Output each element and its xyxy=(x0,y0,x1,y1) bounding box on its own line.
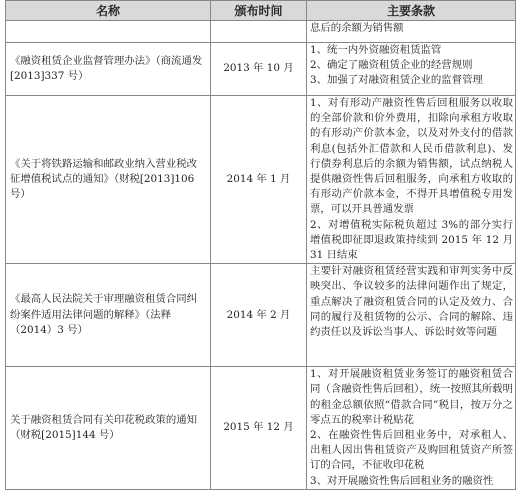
row-provisions xyxy=(307,264,516,367)
row-provisions xyxy=(307,96,516,264)
table-row xyxy=(6,43,516,96)
provision-item: 2、在融资性售后回租业务中，对承租人、出租人因出售租赁资产及购回租赁资产所签订的合同，不征收印花税 xyxy=(310,429,513,472)
table-row xyxy=(6,264,516,367)
row-name xyxy=(6,21,211,43)
row-name: 《关于将铁路运输和邮政业纳入营业税改征增值税试点的通知》（财税[2013]106 号） xyxy=(6,96,211,264)
table-row xyxy=(6,96,516,264)
provision-item: 1、对开展融资租赁业务签订的融资租赁合同（含融资性售后回租），统一按照其所载明的租金总额依照“借款合同”税目，按万分之零点五的税率计税贴花 xyxy=(310,368,513,426)
header-date: 颁布时间 xyxy=(211,1,307,21)
row-date: 2015 年 12 月 xyxy=(211,367,307,490)
provision-item: 主要针对融资租赁经营实践和审判实务中反映突出、争议较多的法律问题作出了规定，重点解决了融资租赁合同的认定及效力、合同的履行及租赁物的公示、合同的解除、违约责任以及诉讼当事人、诉讼时效等问题 xyxy=(310,265,513,339)
provision-item: 息后的余额为销售额 xyxy=(310,22,404,34)
row-date: 2014 年 2 月 xyxy=(211,264,307,367)
provision-item: 2、对增值税实际税负超过 3%的部分实行增值税即征即退政策持续到 2015 年 12 月 31 日结束 xyxy=(310,218,513,262)
provision-item: 2、确定了融资租赁企业的经营规则 xyxy=(310,59,473,72)
row-provisions xyxy=(307,367,516,490)
header-provisions: 主要条款 xyxy=(307,1,516,21)
provision-item: 1、对有形动产融资性售后回租服务以收取的全部价款和价外费用，扣除向承租方收取的有形动产价款本金，以及对外支付的借款利息(包括外汇借款和人民币借款利息)、发行债券利息后的余额为销售额，试点纳税人提供融资性售后回租服务，向承租方收取的有形动产价款本金，不得开具增值税专用发票，可以开具普通发票 xyxy=(310,97,513,216)
table-header-row xyxy=(6,1,516,21)
table-row xyxy=(6,21,516,43)
row-name: 关于融资租赁合同有关印花税政策的通知（财税[2015]144 号） xyxy=(6,367,211,490)
row-name: 《融资租赁企业监督管理办法》（商流通发[2013]337 号） xyxy=(6,43,211,96)
provision-item: 3、加强了对融资租赁企业的监督管理 xyxy=(310,74,483,87)
row-date: 2013 年 10 月 xyxy=(211,43,307,96)
row-provisions xyxy=(307,43,516,96)
row-date xyxy=(211,21,307,43)
regulations-table xyxy=(5,0,516,490)
row-date: 2014 年 1 月 xyxy=(211,96,307,264)
row-provisions xyxy=(307,21,516,43)
row-name: 《最高人民法院关于审理融资租赁合同纠纷案件适用法律问题的解释》（法释（2014）3 号） xyxy=(6,264,211,367)
provision-item: 3、对开展融资性售后回租业务的融资性 xyxy=(310,474,494,487)
table-row xyxy=(6,367,516,490)
provision-item: 1、统一内外资融资租赁监管 xyxy=(310,44,442,56)
header-name: 名称 xyxy=(6,1,211,21)
